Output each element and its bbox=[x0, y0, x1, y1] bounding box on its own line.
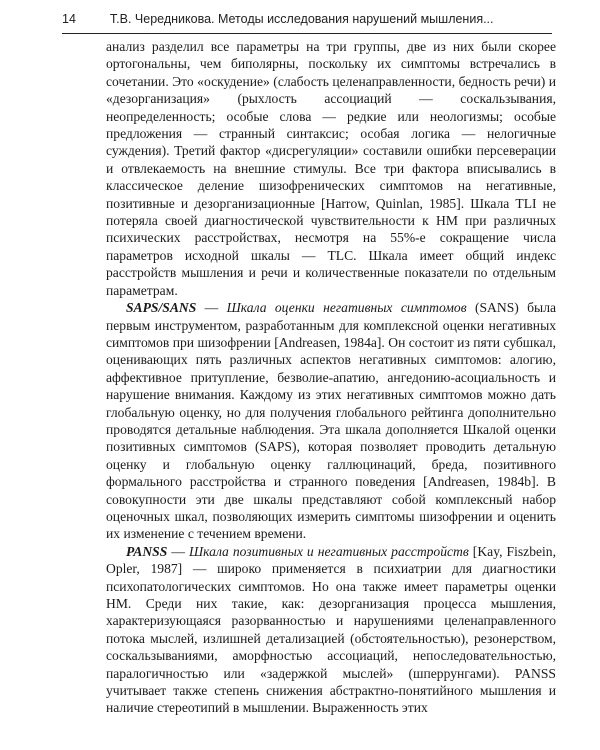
scale-subtitle: Шкала позитивных и негативных расстройств bbox=[188, 543, 469, 559]
dash: — bbox=[196, 300, 227, 316]
body-text bbox=[106, 38, 556, 717]
paragraph-text: [Kay, Fiszbein, Opler, 1987] — широко применяется в психиатрии для диагностики психопатологических симптомов. Но она также имеет параметры оценки НМ. Среди них такие, как: дезорганизация процесса мышления, характеризующаяся разорванностью и нарушениями целенаправленного потока мыслей, излишней детализацией (обстоятельностью), резонерством, соскальзываниями, аморфностью ассоциаций, непоследовательностью, паралогичностью или «задержкой мыслей» (шперрунгами). PANSS учитывает также степень снижения абстрактно-понятийного мышления и наличие стереотипий в мышлении. Выраженность этих bbox=[106, 543, 556, 716]
dash: — bbox=[167, 543, 189, 559]
paragraph-text: анализ разделил все параметры на три группы, две из них были скорее ортогональны, чем биполярны, поскольку их симптомы встречались в сочетании. Это «оскудение» (слабость целенаправленности, бедность речи) и «дезорганизация» (рыхлость ассоциаций — соскальзывания, неопределенность; особые слова — редкие или неологизмы; особые предложения — странный синтаксис; особая логика — нелогичные суждения). Третий фактор «дисрегуляции» составили ошибки персеверации и отвлекаемость на внешние стимулы. Все три фактора вписывались в классическое деление шизофренических симптомов на негативные, позитивные и дезорганизационные [Harrow, Quinlan, 1985]. Шкала TLI не потеряла своей диагностической чувствительности к НМ при различных психических расстройствах, несмотря на 55%-е сокращение числа параметров исходной шкалы — TLC. Шкала имеет общий индекс расстройств мышления и речи и количественные показатели по отдельным параметрам. bbox=[106, 39, 556, 298]
paragraph bbox=[106, 543, 556, 717]
scale-name: SAPS/SANS bbox=[126, 300, 197, 316]
scale-subtitle: Шкала оценки негативных симптомов bbox=[226, 300, 467, 316]
running-header bbox=[62, 12, 552, 26]
paragraph bbox=[106, 299, 556, 543]
header-rule bbox=[62, 33, 552, 34]
paragraph bbox=[106, 38, 556, 299]
running-title: Т.В. Чередникова. Методы исследования нарушений мышления... bbox=[109, 12, 494, 26]
page-number: 14 bbox=[62, 12, 76, 26]
paragraph-text: (SANS) была первым инструментом, разработанным для комплексной оценки негативных симптомов при шизофрении [Andreasen, 1984a]. Он состоит из пяти субшкал, оценивающих пять различных аспектов негативных симптомов: алогию, аффективное притупление, безволие-апатию, ангедонию-асоциальность и нарушение внимания. Каждому из этих негативных симптомов можно дать глобальную оценку, но для получения глобального рейтинга дополнительно проводятся детальные наблюдения. Эта шкала дополняется Шкалой оценки позитивных симптомов (SAPS), которая позволяет проводить детальную оценку и глобальную оценку галлюцинаций, бреда, позитивного формального расстройства и странного поведения [Andreasen, 1984b]. В совокупности эти две шкалы представляют собой комплексный набор оценочных шкал, позволяющих измерить симптомы шизофрении и оценить их изменение с течением времени. bbox=[106, 300, 557, 542]
scale-name: PANSS bbox=[126, 543, 168, 559]
